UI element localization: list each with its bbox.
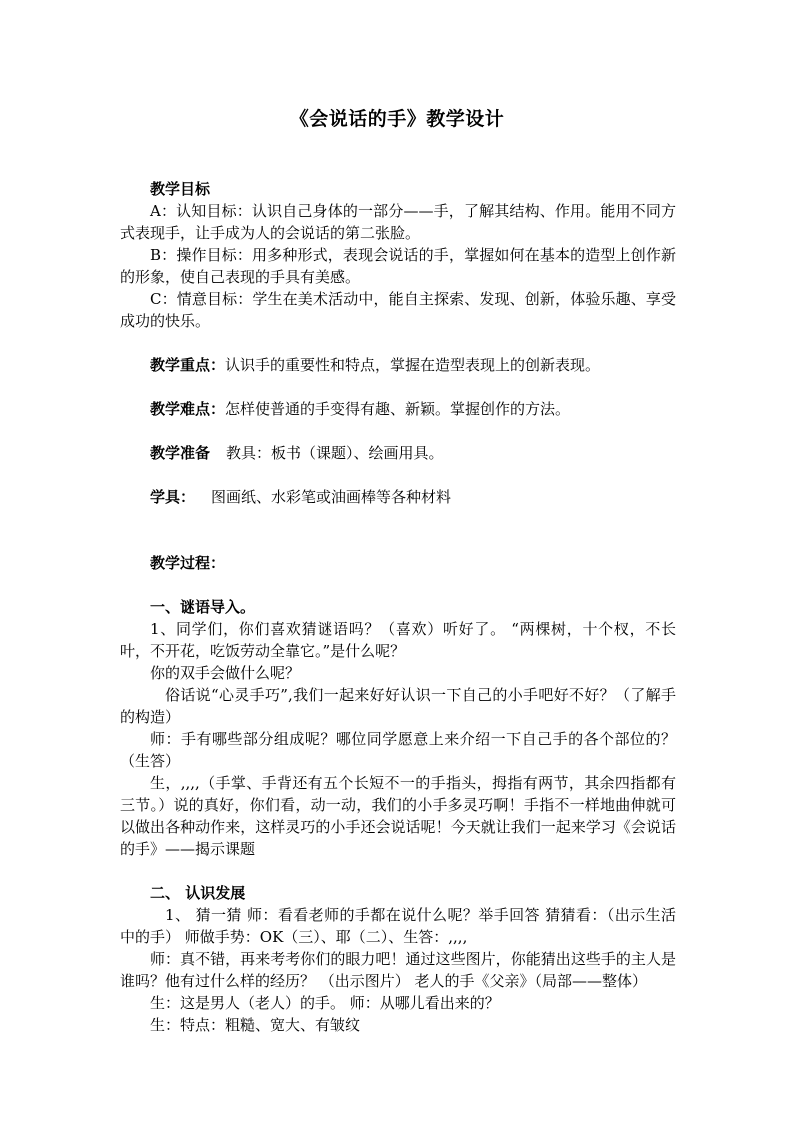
- difficulty-text: 怎样使普通的手变得有趣、新颖。掌握创作的方法。: [225, 400, 571, 418]
- objective-b: B：操作目标：用多种形式，表现会说话的手，掌握如何在基本的造型上创作新的形象，使自己表现的手具有美感。: [120, 246, 676, 286]
- objective-c: C：情意目标：学生在美术活动中，能自主探索、发现、创新，体验乐趣、享受成功的快乐。: [120, 290, 676, 330]
- section-1-paragraph-2: 你的双手会做什么呢？: [150, 664, 301, 682]
- difficulty-label: 教学难点：: [150, 400, 226, 418]
- key-points: [120, 354, 676, 376]
- section-2-paragraph-1: 1、 猜一猜 师：看看老师的手都在说什么呢？举手回答 猜猜看：（出示生活中的手） 师做手势：OK（三）、耶（二）、生答：,,,,: [120, 906, 676, 946]
- section-2-heading: 二、 认识发展: [150, 884, 246, 902]
- section-1-paragraph-5: 生，,,,,（手掌、手背还有五个长短不一的手指头，拇指有两节，其余四指都有三节。）说的真好，你们看，动一动，我们的小手多灵巧啊！手指不一样地曲伸就可以做出各种动作来，这样灵巧的小手还会说话呢！今天就让我们一起来学习《会说话的手》——揭示课题: [120, 774, 676, 858]
- objectives-heading: 教学目标: [150, 180, 211, 198]
- teaching-preparation: [120, 442, 676, 464]
- document-body: [120, 178, 676, 1036]
- key-points-label: 教学重点：: [150, 356, 226, 374]
- section-2-paragraph-2: 师：真不错，再来考考你们的眼力吧！通过这些图片，你能猜出这些手的主人是谁吗？他有过什么样的经历？ （出示图片） 老人的手《父亲》（局部——整体）: [120, 950, 676, 990]
- section-1-paragraph-1: 1、同学们，你们喜欢猜谜语吗？（喜欢）听好了。 “两棵树，十个杈，不长叶，不开花，吃饭劳动全靠它。”是什么呢？: [120, 620, 676, 660]
- tools-text: 图画纸、水彩笔或油画棒等各种材料: [211, 488, 452, 506]
- section-1-paragraph-3: 俗话说“心灵手巧”,我们一起来好好认识一下自己的小手吧好不好？（了解手的构造）: [120, 686, 676, 726]
- process-heading: 教学过程：: [150, 554, 226, 572]
- prep-text: 教具：板书（课题）、绘画用具。: [226, 444, 444, 462]
- difficulty-points: [120, 398, 676, 420]
- key-points-text: 认识手的重要性和特点，掌握在造型表现上的创新表现。: [225, 356, 601, 374]
- objective-a: A：认知目标：认识自己身体的一部分——手，了解其结构、作用。能用不同方式表现手，让手成为人的会说话的第二张脸。: [120, 202, 676, 242]
- section-2-paragraph-3: 生：这是男人（老人）的手。 师：从哪儿看出来的？: [150, 994, 500, 1012]
- prep-label: 教学准备: [150, 444, 211, 462]
- document-title: 《会说话的手》教学设计: [289, 108, 505, 130]
- student-tools: [120, 486, 676, 508]
- section-1-paragraph-4: 师：手有哪些部分组成呢？哪位同学愿意上来介绍一下自己手的各个部位的？（生答）: [120, 730, 676, 770]
- tools-label: 学具：: [150, 488, 196, 506]
- section-1-heading: 一、谜语导入。: [150, 598, 256, 616]
- section-2-paragraph-4: 生：特点：粗糙、宽大、有皱纹: [150, 1016, 361, 1034]
